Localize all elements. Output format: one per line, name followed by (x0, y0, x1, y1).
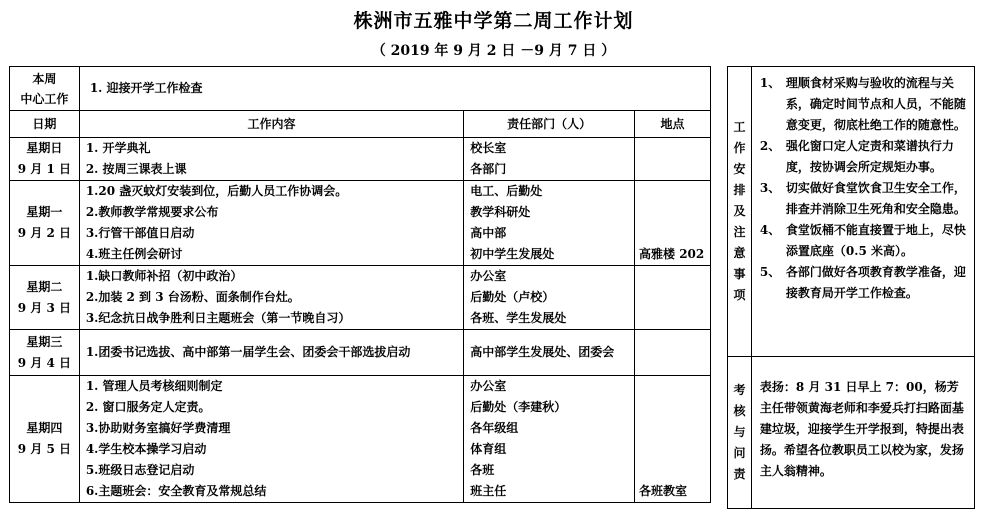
assess-text: 表扬：8 月 31 日早上 7：00，杨芳主任带领黄海老师和李爱兵打扫路面基建垃圾，迎接学生开学报到，特提出表扬。希望各位教职员工以校为家，发扬主人翁精神。 (751, 357, 974, 509)
assess-label: 考 核 与 问 责 (728, 357, 752, 509)
assess-row (728, 357, 975, 509)
dept-item: 校长室 (470, 141, 507, 155)
day-row-tuesday (10, 266, 711, 330)
dept-cell (464, 181, 635, 266)
dept-item: 各班、学生发展处 (470, 311, 567, 325)
content-item: 1.20 盏灭蚊灯安装到位，后勤人员工作协调会。 (85, 184, 348, 198)
header-place: 地点 (635, 111, 711, 138)
center-work-row (10, 67, 711, 111)
dept-cell (464, 138, 635, 181)
content-cell (79, 376, 463, 503)
dept-item: 电工、后勤处 (470, 184, 543, 198)
content-item: 6.主题班会：安全教育及常规总结 (85, 484, 267, 498)
page-title: 株洲市五雅中学第二周工作计划 (353, 10, 634, 32)
note-item: 5、 各部门做好各项教育教学准备，迎接教育局开学工作检查。 (759, 265, 966, 300)
day-cell: 星期日 9 月 1 日 (10, 138, 80, 181)
place-cell (635, 181, 711, 266)
day-row-sunday (10, 138, 711, 181)
center-work-label: 本周 中心工作 (10, 67, 80, 111)
place-cell (635, 138, 711, 181)
content-item: 2. 窗口服务定人定责。 (85, 400, 211, 414)
place-cell (635, 376, 711, 503)
day-cell: 星期二 9 月 3 日 (10, 266, 80, 330)
header-date: 日期 (10, 111, 80, 138)
content-item: 4.学生校本操学习启动 (85, 442, 207, 456)
place-cell (635, 330, 711, 376)
place-item: 各班教室 (639, 484, 688, 498)
dept-item: 教学科研处 (470, 205, 531, 219)
center-work-text: 1. 迎接开学工作检查 (79, 67, 710, 111)
content-item: 5.班级日志登记启动 (85, 463, 195, 477)
day-cell: 星期四 9 月 5 日 (10, 376, 80, 503)
content-item: 3.协助财务室搞好学费清理 (85, 421, 231, 435)
day-cell: 星期一 9 月 2 日 (10, 181, 80, 266)
dept-item: 高中部学生发展处、团委会 (470, 345, 615, 359)
content-item: 1. 开学典礼 (85, 141, 151, 155)
content-item: 2.教师教学常规要求公布 (85, 205, 219, 219)
day-row-thursday (10, 376, 711, 503)
note-item: 4、 食堂饭桶不能直接置于地上，尽快添置底座（0.5 米高）。 (759, 223, 966, 258)
dept-item: 各班 (470, 463, 495, 477)
day-row-wednesday (10, 330, 711, 376)
dept-item: 办公室 (470, 379, 507, 393)
note-item: 3、 切实做好食堂饮食卫生安全工作，排查并消除卫生死角和安全隐患。 (759, 181, 966, 216)
content-item: 2.加装 2 到 3 台汤粉、面条制作台灶。 (85, 290, 300, 304)
dept-cell (464, 376, 635, 503)
place-item: 高雅楼 202 (639, 247, 705, 261)
dept-item: 办公室 (470, 269, 507, 283)
dept-item: 高中部 (470, 226, 507, 240)
side-panel (727, 66, 975, 509)
place-cell (635, 266, 711, 330)
content-item: 1.团委书记选拔、高中部第一届学生会、团委会干部选拔启动 (85, 345, 411, 359)
schedule-table (9, 66, 711, 503)
dept-item: 初中学生发展处 (470, 247, 555, 261)
dept-item: 体育组 (470, 442, 507, 456)
content-item: 3.行管干部值日启动 (85, 226, 195, 240)
content-item: 2. 按周三课表上课 (85, 162, 187, 176)
header-content: 工作内容 (79, 111, 463, 138)
header-row (10, 111, 711, 138)
content-cell (79, 138, 463, 181)
content-item: 4.班主任例会研讨 (85, 247, 183, 261)
day-row-monday (10, 181, 711, 266)
note-item: 1、 理顺食材采购与验收的流程与关系，确定时间节点和人员，不能随意变更，彻底杜绝工作的随意性。 (759, 76, 966, 132)
dept-item: 后勤处（卢校） (470, 290, 555, 304)
day-cell: 星期三 9 月 4 日 (10, 330, 80, 376)
content-cell (79, 181, 463, 266)
dept-cell (464, 330, 635, 376)
header-dept: 责任部门（人） (464, 111, 635, 138)
notes-list (751, 67, 974, 357)
dept-item: 后勤处（李建秋） (470, 400, 567, 414)
content-item: 3.纪念抗日战争胜利日主题班会（第一节晚自习） (85, 311, 351, 325)
date-range: （ 2019 年 9 月 2 日 －9 月 7 日 ） (371, 43, 616, 59)
dept-item: 各部门 (470, 162, 507, 176)
notes-label: 工 作 安 排 及 注 意 事 项 (728, 67, 752, 357)
content-cell (79, 266, 463, 330)
note-item: 2、 强化窗口定人定责和菜谱执行力度，按协调会所定规矩办事。 (759, 139, 954, 174)
notes-row (728, 67, 975, 357)
content-cell (79, 330, 463, 376)
content-item: 1. 管理人员考核细则制定 (85, 379, 223, 393)
dept-cell (464, 266, 635, 330)
dept-item: 各年级组 (470, 421, 519, 435)
content-item: 1.缺口教师补招（初中政治） (85, 269, 243, 283)
dept-item: 班主任 (470, 484, 507, 498)
